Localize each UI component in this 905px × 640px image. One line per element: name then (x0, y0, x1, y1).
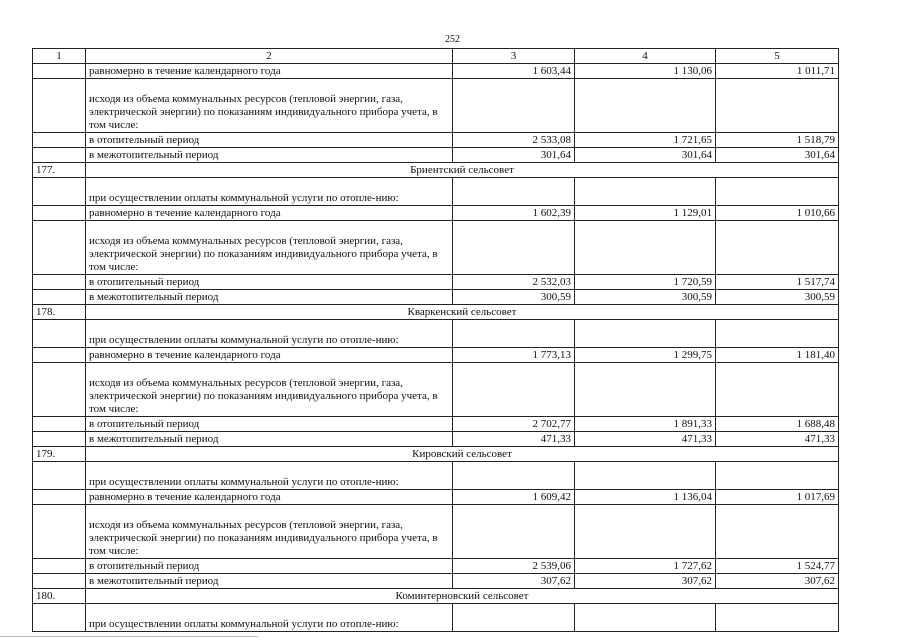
row-description: при осуществлении оплаты коммунальной услуги по отопле-нию: (86, 178, 453, 206)
section-title: Бриентский сельсовет (86, 163, 839, 178)
table-row (33, 221, 839, 275)
section-number: 177. (33, 163, 86, 178)
value-col-3 (453, 604, 575, 632)
table-row (33, 348, 839, 363)
value-col-5: 471,33 (716, 432, 839, 447)
value-col-3 (453, 363, 575, 417)
row-number-cell (33, 574, 86, 589)
row-description: равномерно в течение календарного года (86, 490, 453, 505)
row-number-cell (33, 490, 86, 505)
value-col-5 (716, 505, 839, 559)
row-number-cell (33, 432, 86, 447)
section-header-row (33, 163, 839, 178)
value-col-4 (575, 221, 716, 275)
value-col-3: 2 702,77 (453, 417, 575, 432)
value-col-3: 2 539,06 (453, 559, 575, 574)
value-col-5 (716, 178, 839, 206)
value-col-4: 300,59 (575, 290, 716, 305)
row-description: при осуществлении оплаты коммунальной услуги по отопле-нию: (86, 320, 453, 348)
section-number: 179. (33, 447, 86, 462)
row-number-cell (33, 348, 86, 363)
row-description: в отопительный период (86, 417, 453, 432)
row-description: в межотопительный период (86, 290, 453, 305)
section-header-row (33, 589, 839, 604)
value-col-4: 1 136,04 (575, 490, 716, 505)
row-number-cell (33, 559, 86, 574)
column-number: 4 (575, 49, 716, 64)
row-number-cell (33, 275, 86, 290)
row-description: в межотопительный период (86, 432, 453, 447)
value-col-3 (453, 462, 575, 490)
table-row (33, 432, 839, 447)
row-number-cell (33, 178, 86, 206)
row-description: исходя из объема коммунальных ресурсов (тепловой энергии, газа, электрической энергии) по показаниям индивидуального прибора учета, в том числе: (86, 505, 453, 559)
value-col-5 (716, 462, 839, 490)
row-description: в отопительный период (86, 133, 453, 148)
row-number-cell (33, 64, 86, 79)
value-col-5 (716, 221, 839, 275)
column-number: 3 (453, 49, 575, 64)
value-col-4 (575, 604, 716, 632)
value-col-3: 307,62 (453, 574, 575, 589)
row-number-cell (33, 206, 86, 221)
row-description: в отопительный период (86, 275, 453, 290)
value-col-5: 301,64 (716, 148, 839, 163)
row-description: при осуществлении оплаты коммунальной услуги по отопле-нию: (86, 462, 453, 490)
table-row (33, 417, 839, 432)
section-title: Кваркенский сельсовет (86, 305, 839, 320)
value-col-5 (716, 363, 839, 417)
table-row (33, 275, 839, 290)
value-col-5: 300,59 (716, 290, 839, 305)
row-description: при осуществлении оплаты коммунальной услуги по отопле-нию: (86, 604, 453, 632)
value-col-5: 1 011,71 (716, 64, 839, 79)
table-row (33, 490, 839, 505)
value-col-3: 301,64 (453, 148, 575, 163)
value-col-3 (453, 320, 575, 348)
table-row (33, 206, 839, 221)
table-row (33, 148, 839, 163)
row-description: равномерно в течение календарного года (86, 64, 453, 79)
value-col-5: 1 010,66 (716, 206, 839, 221)
section-number: 178. (33, 305, 86, 320)
value-col-4 (575, 178, 716, 206)
section-title: Кировский сельсовет (86, 447, 839, 462)
section-number: 180. (33, 589, 86, 604)
table-row (33, 178, 839, 206)
value-col-5: 1 524,77 (716, 559, 839, 574)
table-row (33, 462, 839, 490)
tariff-table (32, 48, 839, 632)
page-number: 252 (445, 34, 460, 45)
value-col-5: 1 181,40 (716, 348, 839, 363)
row-description: в межотопительный период (86, 148, 453, 163)
table-row (33, 290, 839, 305)
value-col-4: 1 721,65 (575, 133, 716, 148)
value-col-3 (453, 505, 575, 559)
row-number-cell (33, 604, 86, 632)
value-col-4 (575, 505, 716, 559)
value-col-4 (575, 363, 716, 417)
section-header-row (33, 447, 839, 462)
row-description: в межотопительный период (86, 574, 453, 589)
value-col-4: 471,33 (575, 432, 716, 447)
section-title: Коминтерновский сельсовет (86, 589, 839, 604)
row-description: в отопительный период (86, 559, 453, 574)
row-description: исходя из объема коммунальных ресурсов (тепловой энергии, газа, электрической энергии) по показаниям индивидуального прибора учета, в том числе: (86, 79, 453, 133)
value-col-3: 1 773,13 (453, 348, 575, 363)
value-col-3: 300,59 (453, 290, 575, 305)
value-col-3: 2 532,03 (453, 275, 575, 290)
value-col-4: 307,62 (575, 574, 716, 589)
row-description: исходя из объема коммунальных ресурсов (тепловой энергии, газа, электрической энергии) по показаниям индивидуального прибора учета, в том числе: (86, 363, 453, 417)
table-body (33, 49, 839, 632)
value-col-3: 1 602,39 (453, 206, 575, 221)
row-number-cell (33, 417, 86, 432)
value-col-4: 1 130,06 (575, 64, 716, 79)
value-col-4: 1 129,01 (575, 206, 716, 221)
value-col-4 (575, 462, 716, 490)
row-description: равномерно в течение календарного года (86, 206, 453, 221)
section-header-row (33, 305, 839, 320)
row-number-cell (33, 320, 86, 348)
value-col-4 (575, 79, 716, 133)
value-col-3: 1 603,44 (453, 64, 575, 79)
row-description: равномерно в течение календарного года (86, 348, 453, 363)
column-number: 5 (716, 49, 839, 64)
table-row (33, 604, 839, 632)
value-col-3 (453, 79, 575, 133)
table-row (33, 64, 839, 79)
table-row (33, 133, 839, 148)
table-row (33, 505, 839, 559)
table-row (33, 363, 839, 417)
column-number-row (33, 49, 839, 64)
value-col-3: 1 609,42 (453, 490, 575, 505)
value-col-4: 1 727,62 (575, 559, 716, 574)
row-number-cell (33, 79, 86, 133)
value-col-5: 1 017,69 (716, 490, 839, 505)
column-number: 2 (86, 49, 453, 64)
column-number: 1 (33, 49, 86, 64)
table-row (33, 559, 839, 574)
value-col-5: 1 688,48 (716, 417, 839, 432)
footnote-divider (0, 636, 258, 637)
value-col-5 (716, 79, 839, 133)
row-number-cell (33, 363, 86, 417)
row-number-cell (33, 148, 86, 163)
row-number-cell (33, 290, 86, 305)
value-col-3 (453, 178, 575, 206)
table-row (33, 79, 839, 133)
value-col-5 (716, 320, 839, 348)
row-number-cell (33, 221, 86, 275)
value-col-5: 1 518,79 (716, 133, 839, 148)
value-col-3 (453, 221, 575, 275)
table-row (33, 320, 839, 348)
value-col-4: 1 299,75 (575, 348, 716, 363)
value-col-5: 1 517,74 (716, 275, 839, 290)
table-row (33, 574, 839, 589)
value-col-4: 1 891,33 (575, 417, 716, 432)
value-col-5: 307,62 (716, 574, 839, 589)
row-number-cell (33, 133, 86, 148)
value-col-3: 2 533,08 (453, 133, 575, 148)
value-col-4: 301,64 (575, 148, 716, 163)
value-col-3: 471,33 (453, 432, 575, 447)
row-description: исходя из объема коммунальных ресурсов (тепловой энергии, газа, электрической энергии) по показаниям индивидуального прибора учета, в том числе: (86, 221, 453, 275)
row-number-cell (33, 462, 86, 490)
value-col-5 (716, 604, 839, 632)
row-number-cell (33, 505, 86, 559)
value-col-4 (575, 320, 716, 348)
value-col-4: 1 720,59 (575, 275, 716, 290)
